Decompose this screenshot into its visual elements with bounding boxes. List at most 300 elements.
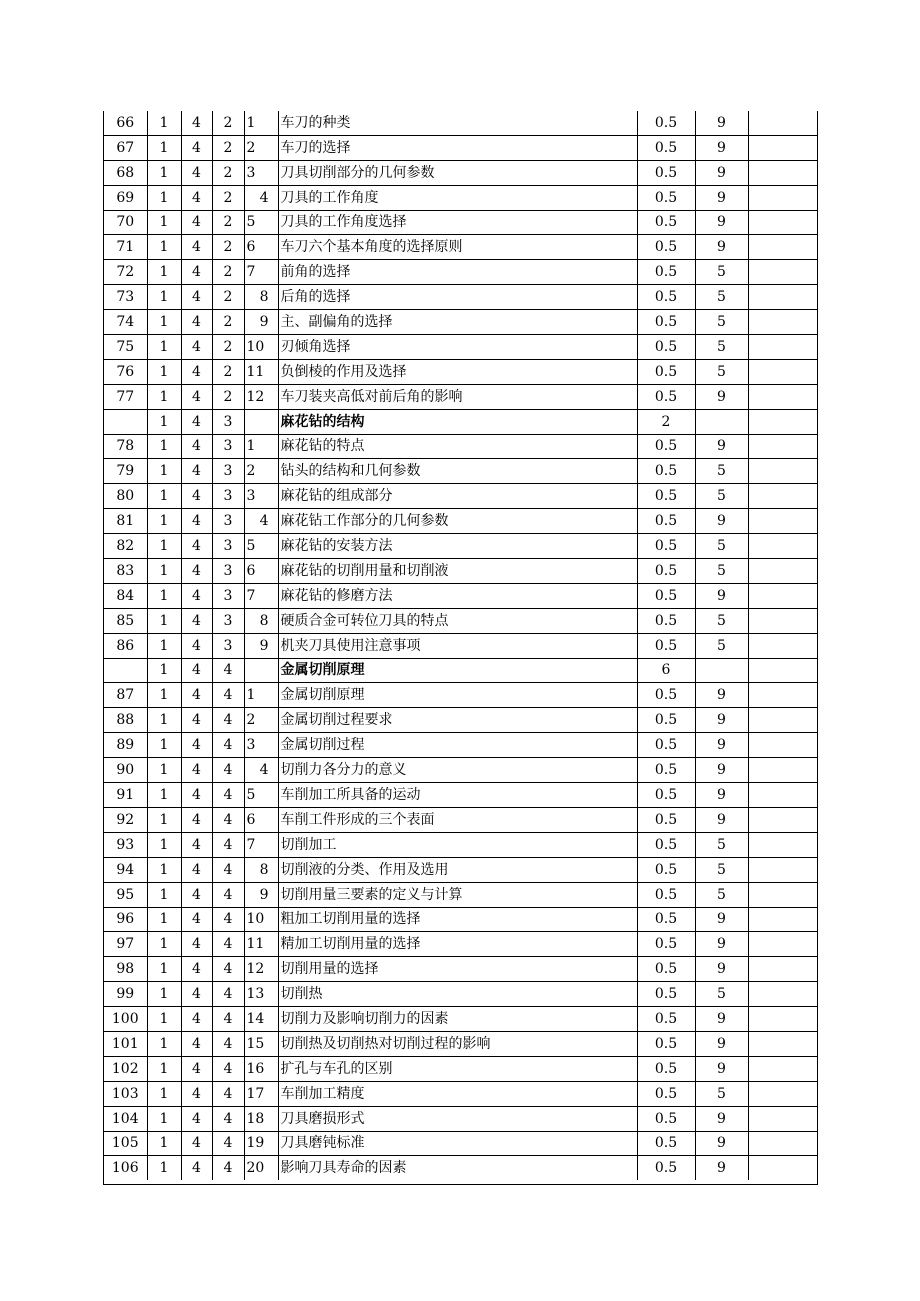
hours-cell: 0.5 — [637, 583, 695, 608]
table-row — [104, 1131, 817, 1156]
hours-cell: 0.5 — [637, 260, 695, 285]
item-code-cell: 12 — [244, 384, 278, 409]
item-code-cell: 19 — [244, 1131, 278, 1156]
level-1-code-cell: 1 — [147, 1156, 181, 1180]
topic-cell: 机夹刀具使用注意事项 — [278, 633, 637, 658]
level-2-code-cell: 4 — [181, 832, 212, 857]
level-3-code-cell: 4 — [212, 957, 244, 982]
level-3-code-cell: 2 — [212, 185, 244, 210]
level-1-code-cell: 1 — [147, 135, 181, 160]
level-1-code-cell: 1 — [147, 882, 181, 907]
level-1-code-cell: 1 — [147, 1031, 181, 1056]
level-2-code-cell: 4 — [181, 559, 212, 584]
level-cell: 9 — [695, 135, 748, 160]
hours-cell: 0.5 — [637, 384, 695, 409]
level-1-code-cell: 1 — [147, 758, 181, 783]
level-3-code-cell: 3 — [212, 583, 244, 608]
row-number-cell — [104, 409, 147, 434]
remark-cell — [748, 907, 817, 932]
item-code-cell: 15 — [244, 1031, 278, 1056]
table-row — [104, 982, 817, 1007]
level-1-code-cell: 1 — [147, 235, 181, 260]
table-row — [104, 683, 817, 708]
topic-cell: 麻花钻的特点 — [278, 434, 637, 459]
level-2-code-cell: 4 — [181, 235, 212, 260]
remark-cell — [748, 932, 817, 957]
level-1-code-cell: 1 — [147, 583, 181, 608]
table-row — [104, 1056, 817, 1081]
level-1-code-cell: 1 — [147, 185, 181, 210]
table-row — [104, 907, 817, 932]
level-cell: 5 — [695, 982, 748, 1007]
level-3-code-cell: 2 — [212, 235, 244, 260]
hours-cell: 0.5 — [637, 857, 695, 882]
table-row — [104, 1156, 817, 1180]
item-code-cell: 4 — [244, 509, 278, 534]
hours-cell: 0.5 — [637, 185, 695, 210]
level-3-code-cell: 4 — [212, 832, 244, 857]
row-number-cell: 99 — [104, 982, 147, 1007]
table-row — [104, 534, 817, 559]
row-number-cell: 100 — [104, 1007, 147, 1032]
hours-cell: 0.5 — [637, 882, 695, 907]
topic-cell: 麻花钻的修磨方法 — [278, 583, 637, 608]
level-3-code-cell: 4 — [212, 932, 244, 957]
remark-cell — [748, 534, 817, 559]
level-3-code-cell: 4 — [212, 1106, 244, 1131]
table-row — [104, 1031, 817, 1056]
level-cell: 9 — [695, 434, 748, 459]
level-cell: 9 — [695, 1156, 748, 1180]
level-cell: 5 — [695, 1081, 748, 1106]
level-cell: 9 — [695, 1031, 748, 1056]
level-1-code-cell: 1 — [147, 1056, 181, 1081]
remark-cell — [748, 260, 817, 285]
remark-cell — [748, 608, 817, 633]
row-number-cell: 102 — [104, 1056, 147, 1081]
level-3-code-cell: 4 — [212, 658, 244, 683]
level-1-code-cell: 1 — [147, 459, 181, 484]
level-1-code-cell: 1 — [147, 1106, 181, 1131]
level-3-code-cell: 4 — [212, 807, 244, 832]
table-row — [104, 235, 817, 260]
level-cell: 5 — [695, 484, 748, 509]
item-code-cell: 9 — [244, 310, 278, 335]
row-number-cell: 81 — [104, 509, 147, 534]
level-2-code-cell: 4 — [181, 335, 212, 360]
table-row — [104, 633, 817, 658]
item-code-cell — [244, 658, 278, 683]
row-number-cell: 88 — [104, 708, 147, 733]
level-3-code-cell: 4 — [212, 882, 244, 907]
remark-cell — [748, 459, 817, 484]
table-row — [104, 783, 817, 808]
item-code-cell: 3 — [244, 733, 278, 758]
level-2-code-cell: 4 — [181, 1106, 212, 1131]
level-2-code-cell: 4 — [181, 384, 212, 409]
row-number-cell: 67 — [104, 135, 147, 160]
level-cell: 9 — [695, 783, 748, 808]
topic-cell: 切削热及切削热对切削过程的影响 — [278, 1031, 637, 1056]
level-cell: 9 — [695, 384, 748, 409]
row-number-cell: 68 — [104, 160, 147, 185]
topic-cell: 硬质合金可转位刀具的特点 — [278, 608, 637, 633]
level-2-code-cell: 4 — [181, 185, 212, 210]
row-number-cell: 78 — [104, 434, 147, 459]
level-2-code-cell: 4 — [181, 1031, 212, 1056]
syllabus-table-sheet — [103, 111, 818, 1185]
level-cell: 9 — [695, 160, 748, 185]
remark-cell — [748, 1156, 817, 1180]
level-cell — [695, 658, 748, 683]
remark-cell — [748, 359, 817, 384]
level-cell: 9 — [695, 758, 748, 783]
level-1-code-cell: 1 — [147, 708, 181, 733]
remark-cell — [748, 857, 817, 882]
table-row — [104, 957, 817, 982]
item-code-cell: 14 — [244, 1007, 278, 1032]
level-2-code-cell: 4 — [181, 459, 212, 484]
table-row — [104, 484, 817, 509]
topic-cell: 车削加工精度 — [278, 1081, 637, 1106]
hours-cell: 0.5 — [637, 683, 695, 708]
table-row — [104, 1081, 817, 1106]
row-number-cell: 82 — [104, 534, 147, 559]
remark-cell — [748, 832, 817, 857]
level-3-code-cell: 3 — [212, 534, 244, 559]
table-row — [104, 384, 817, 409]
level-2-code-cell: 4 — [181, 1131, 212, 1156]
hours-cell: 0.5 — [637, 1106, 695, 1131]
row-number-cell: 103 — [104, 1081, 147, 1106]
level-1-code-cell: 1 — [147, 683, 181, 708]
remark-cell — [748, 111, 817, 135]
level-3-code-cell: 4 — [212, 982, 244, 1007]
level-2-code-cell: 4 — [181, 857, 212, 882]
hours-cell: 0.5 — [637, 534, 695, 559]
remark-cell — [748, 1056, 817, 1081]
topic-cell: 前角的选择 — [278, 260, 637, 285]
level-1-code-cell: 1 — [147, 1131, 181, 1156]
hours-cell: 0.5 — [637, 758, 695, 783]
table-row — [104, 434, 817, 459]
level-2-code-cell: 4 — [181, 434, 212, 459]
level-cell: 5 — [695, 857, 748, 882]
level-3-code-cell: 3 — [212, 633, 244, 658]
item-code-cell: 7 — [244, 583, 278, 608]
level-3-code-cell: 2 — [212, 335, 244, 360]
hours-cell: 0.5 — [637, 310, 695, 335]
row-number-cell: 79 — [104, 459, 147, 484]
item-code-cell: 8 — [244, 285, 278, 310]
level-2-code-cell: 4 — [181, 758, 212, 783]
level-2-code-cell: 4 — [181, 683, 212, 708]
remark-cell — [748, 160, 817, 185]
level-1-code-cell: 1 — [147, 658, 181, 683]
topic-cell: 金属切削过程要求 — [278, 708, 637, 733]
level-1-code-cell: 1 — [147, 633, 181, 658]
level-1-code-cell: 1 — [147, 957, 181, 982]
row-number-cell: 83 — [104, 559, 147, 584]
row-number-cell: 98 — [104, 957, 147, 982]
level-2-code-cell: 4 — [181, 583, 212, 608]
level-1-code-cell: 1 — [147, 1007, 181, 1032]
level-2-code-cell: 4 — [181, 210, 212, 235]
table-row — [104, 608, 817, 633]
remark-cell — [748, 758, 817, 783]
table-row — [104, 260, 817, 285]
hours-cell: 0.5 — [637, 633, 695, 658]
level-cell: 5 — [695, 882, 748, 907]
level-3-code-cell: 3 — [212, 409, 244, 434]
level-1-code-cell: 1 — [147, 359, 181, 384]
level-3-code-cell: 4 — [212, 1007, 244, 1032]
item-code-cell: 10 — [244, 907, 278, 932]
hours-cell: 0.5 — [637, 509, 695, 534]
topic-cell: 车刀装夹高低对前后角的影响 — [278, 384, 637, 409]
remark-cell — [748, 434, 817, 459]
level-cell: 5 — [695, 260, 748, 285]
level-3-code-cell: 2 — [212, 359, 244, 384]
table-row — [104, 708, 817, 733]
level-1-code-cell: 1 — [147, 783, 181, 808]
row-number-cell: 87 — [104, 683, 147, 708]
row-number-cell: 66 — [104, 111, 147, 135]
level-2-code-cell: 4 — [181, 359, 212, 384]
row-number-cell: 85 — [104, 608, 147, 633]
level-3-code-cell: 3 — [212, 608, 244, 633]
topic-cell: 金属切削原理 — [278, 658, 637, 683]
level-2-code-cell: 4 — [181, 1081, 212, 1106]
row-number-cell: 74 — [104, 310, 147, 335]
item-code-cell: 7 — [244, 260, 278, 285]
item-code-cell: 9 — [244, 633, 278, 658]
level-3-code-cell: 2 — [212, 310, 244, 335]
remark-cell — [748, 384, 817, 409]
hours-cell: 0.5 — [637, 932, 695, 957]
level-3-code-cell: 4 — [212, 1156, 244, 1180]
item-code-cell: 2 — [244, 708, 278, 733]
row-number-cell: 95 — [104, 882, 147, 907]
row-number-cell: 93 — [104, 832, 147, 857]
topic-cell: 影响刀具寿命的因素 — [278, 1156, 637, 1180]
level-cell: 5 — [695, 633, 748, 658]
level-1-code-cell: 1 — [147, 210, 181, 235]
level-2-code-cell: 4 — [181, 882, 212, 907]
table-row — [104, 882, 817, 907]
hours-cell: 0.5 — [637, 832, 695, 857]
level-3-code-cell: 4 — [212, 708, 244, 733]
table-body — [104, 111, 817, 1180]
hours-cell: 0.5 — [637, 459, 695, 484]
level-cell: 5 — [695, 285, 748, 310]
topic-cell: 粗加工切削用量的选择 — [278, 907, 637, 932]
remark-cell — [748, 185, 817, 210]
row-number-cell: 97 — [104, 932, 147, 957]
table-row — [104, 359, 817, 384]
table-row — [104, 335, 817, 360]
topic-cell: 车刀六个基本角度的选择原则 — [278, 235, 637, 260]
level-3-code-cell: 3 — [212, 484, 244, 509]
topic-cell: 车削加工所具备的运动 — [278, 783, 637, 808]
hours-cell: 0.5 — [637, 608, 695, 633]
topic-cell: 车刀的种类 — [278, 111, 637, 135]
level-1-code-cell: 1 — [147, 608, 181, 633]
hours-cell: 0.5 — [637, 783, 695, 808]
hours-cell: 0.5 — [637, 1007, 695, 1032]
level-2-code-cell: 4 — [181, 957, 212, 982]
item-code-cell: 7 — [244, 832, 278, 857]
topic-cell: 刀具的工作角度 — [278, 185, 637, 210]
remark-cell — [748, 484, 817, 509]
level-3-code-cell: 2 — [212, 160, 244, 185]
item-code-cell: 4 — [244, 185, 278, 210]
level-1-code-cell: 1 — [147, 260, 181, 285]
item-code-cell: 11 — [244, 359, 278, 384]
level-3-code-cell: 2 — [212, 384, 244, 409]
remark-cell — [748, 409, 817, 434]
level-1-code-cell: 1 — [147, 1081, 181, 1106]
level-cell: 5 — [695, 310, 748, 335]
row-number-cell — [104, 658, 147, 683]
level-2-code-cell: 4 — [181, 1007, 212, 1032]
level-cell: 5 — [695, 608, 748, 633]
level-cell: 9 — [695, 708, 748, 733]
topic-cell: 麻花钻的安装方法 — [278, 534, 637, 559]
topic-cell: 麻花钻的切削用量和切削液 — [278, 559, 637, 584]
item-code-cell — [244, 409, 278, 434]
topic-cell: 刀具磨损形式 — [278, 1106, 637, 1131]
level-cell: 9 — [695, 932, 748, 957]
item-code-cell: 8 — [244, 608, 278, 633]
row-number-cell: 69 — [104, 185, 147, 210]
hours-cell: 0.5 — [637, 359, 695, 384]
level-1-code-cell: 1 — [147, 509, 181, 534]
hours-cell: 0.5 — [637, 708, 695, 733]
level-1-code-cell: 1 — [147, 384, 181, 409]
level-cell: 5 — [695, 534, 748, 559]
level-3-code-cell: 3 — [212, 434, 244, 459]
row-number-cell: 92 — [104, 807, 147, 832]
level-cell: 9 — [695, 1131, 748, 1156]
level-3-code-cell: 4 — [212, 1131, 244, 1156]
remark-cell — [748, 335, 817, 360]
topic-cell: 麻花钻的组成部分 — [278, 484, 637, 509]
level-2-code-cell: 4 — [181, 160, 212, 185]
topic-cell: 精加工切削用量的选择 — [278, 932, 637, 957]
remark-cell — [748, 807, 817, 832]
level-2-code-cell: 4 — [181, 111, 212, 135]
item-code-cell: 9 — [244, 882, 278, 907]
hours-cell: 2 — [637, 409, 695, 434]
topic-cell: 切削用量的选择 — [278, 957, 637, 982]
topic-cell: 刀具切削部分的几何参数 — [278, 160, 637, 185]
remark-cell — [748, 658, 817, 683]
level-1-code-cell: 1 — [147, 111, 181, 135]
level-2-code-cell: 4 — [181, 285, 212, 310]
remark-cell — [748, 683, 817, 708]
hours-cell: 0.5 — [637, 484, 695, 509]
item-code-cell: 11 — [244, 932, 278, 957]
level-cell: 9 — [695, 185, 748, 210]
level-2-code-cell: 4 — [181, 608, 212, 633]
remark-cell — [748, 708, 817, 733]
hours-cell: 0.5 — [637, 1081, 695, 1106]
table-row — [104, 1106, 817, 1131]
row-number-cell: 90 — [104, 758, 147, 783]
level-2-code-cell: 4 — [181, 733, 212, 758]
hours-cell: 0.5 — [637, 111, 695, 135]
level-2-code-cell: 4 — [181, 1156, 212, 1180]
table-row — [104, 733, 817, 758]
table-row — [104, 807, 817, 832]
remark-cell — [748, 235, 817, 260]
hours-cell: 0.5 — [637, 957, 695, 982]
topic-cell: 刀具的工作角度选择 — [278, 210, 637, 235]
level-1-code-cell: 1 — [147, 310, 181, 335]
remark-cell — [748, 1106, 817, 1131]
syllabus-table — [104, 111, 817, 1180]
section-heading-row — [104, 658, 817, 683]
topic-cell: 麻花钻的结构 — [278, 409, 637, 434]
level-3-code-cell: 2 — [212, 111, 244, 135]
item-code-cell: 17 — [244, 1081, 278, 1106]
item-code-cell: 6 — [244, 235, 278, 260]
level-3-code-cell: 4 — [212, 683, 244, 708]
level-3-code-cell: 3 — [212, 509, 244, 534]
level-3-code-cell: 2 — [212, 135, 244, 160]
item-code-cell: 8 — [244, 857, 278, 882]
remark-cell — [748, 982, 817, 1007]
topic-cell: 负倒棱的作用及选择 — [278, 359, 637, 384]
item-code-cell: 1 — [244, 434, 278, 459]
row-number-cell: 77 — [104, 384, 147, 409]
level-cell: 5 — [695, 335, 748, 360]
level-2-code-cell: 4 — [181, 932, 212, 957]
table-row — [104, 135, 817, 160]
level-cell: 9 — [695, 907, 748, 932]
item-code-cell: 5 — [244, 210, 278, 235]
remark-cell — [748, 310, 817, 335]
table-row — [104, 160, 817, 185]
item-code-cell: 6 — [244, 559, 278, 584]
item-code-cell: 13 — [244, 982, 278, 1007]
remark-cell — [748, 1081, 817, 1106]
remark-cell — [748, 285, 817, 310]
row-number-cell: 105 — [104, 1131, 147, 1156]
topic-cell: 扩孔与车孔的区别 — [278, 1056, 637, 1081]
level-3-code-cell: 3 — [212, 459, 244, 484]
level-2-code-cell: 4 — [181, 409, 212, 434]
row-number-cell: 76 — [104, 359, 147, 384]
item-code-cell: 16 — [244, 1056, 278, 1081]
hours-cell: 0.5 — [637, 210, 695, 235]
item-code-cell: 6 — [244, 807, 278, 832]
level-2-code-cell: 4 — [181, 783, 212, 808]
level-2-code-cell: 4 — [181, 1056, 212, 1081]
row-number-cell: 80 — [104, 484, 147, 509]
level-1-code-cell: 1 — [147, 484, 181, 509]
hours-cell: 0.5 — [637, 434, 695, 459]
level-2-code-cell: 4 — [181, 982, 212, 1007]
item-code-cell: 3 — [244, 484, 278, 509]
level-1-code-cell: 1 — [147, 160, 181, 185]
level-cell: 9 — [695, 807, 748, 832]
level-cell: 9 — [695, 1056, 748, 1081]
level-3-code-cell: 2 — [212, 260, 244, 285]
table-row — [104, 210, 817, 235]
hours-cell: 0.5 — [637, 807, 695, 832]
